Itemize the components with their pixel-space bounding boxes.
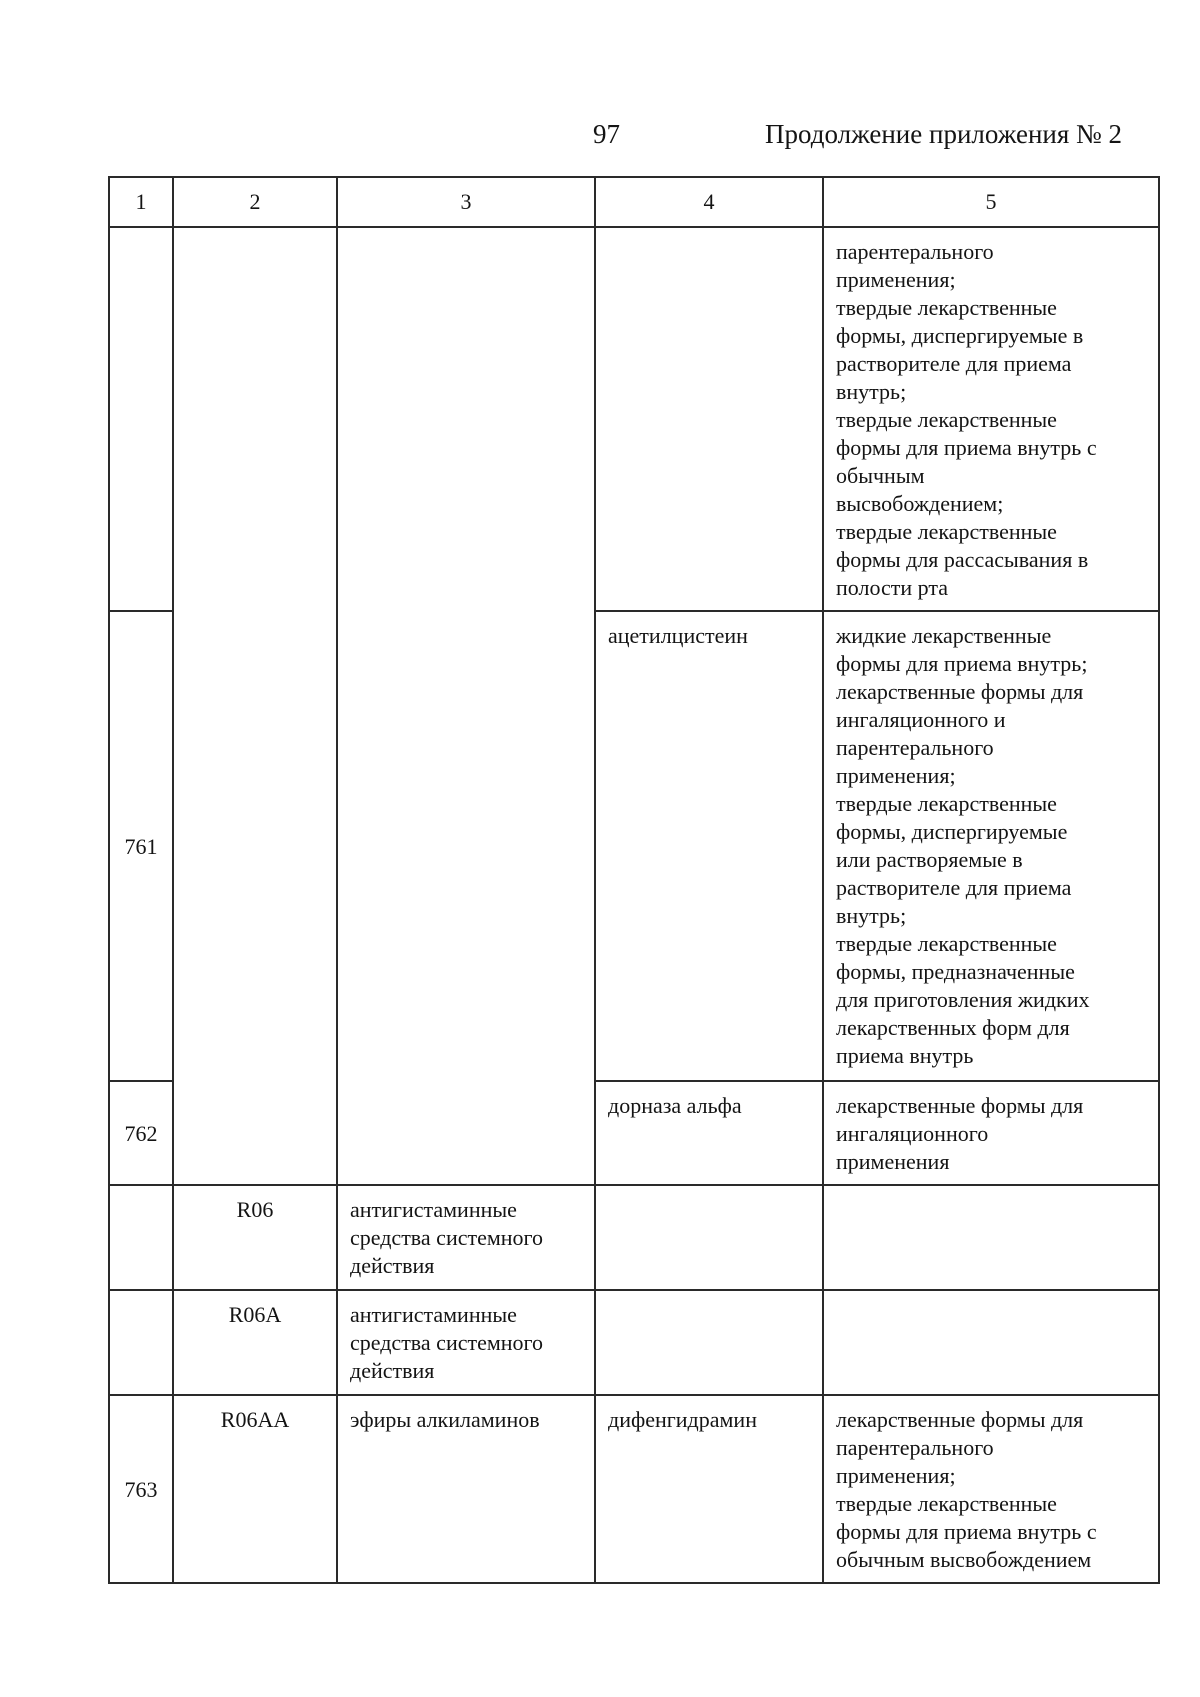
drug-name-cell xyxy=(595,1290,823,1395)
column-header: 4 xyxy=(595,177,823,227)
drug-name-cell: дифенгидрамин xyxy=(595,1395,823,1583)
column-header: 3 xyxy=(337,177,595,227)
group-name-cell xyxy=(337,227,595,1185)
group-name-cell: антигистаминные средства системного действия xyxy=(337,1185,595,1290)
row-number-cell xyxy=(109,227,173,611)
atc-code-cell: R06 xyxy=(173,1185,337,1290)
drug-name-cell xyxy=(595,1185,823,1290)
dosage-form-cell: жидкие лекарственные формы для приема внутрь; лекарственные формы для ингаляционного и парентерального применения; твердые лекарственные формы, диспергируемые или растворяемые в растворителе для приема внутрь; твердые лекарственные формы, предназначенные для приготовления жидких лекарственных форм для приема внутрь xyxy=(823,611,1159,1081)
drug-name-cell: ацетилцистеин xyxy=(595,611,823,1081)
row-number-cell: 762 xyxy=(109,1081,173,1185)
atc-code-cell: R06AA xyxy=(173,1395,337,1583)
drug-name-cell: дорназа альфа xyxy=(595,1081,823,1185)
row-number-cell xyxy=(109,1185,173,1290)
atc-code-cell xyxy=(173,227,337,1185)
row-number-cell: 763 xyxy=(109,1395,173,1583)
drug-name-cell xyxy=(595,227,823,611)
group-name-cell: эфиры алкиламинов xyxy=(337,1395,595,1583)
table-row xyxy=(109,1185,1159,1290)
dosage-form-cell xyxy=(823,1290,1159,1395)
dosage-form-cell: парентерального применения; твердые лекарственные формы, диспергируемые в растворителе для приема внутрь; твердые лекарственные формы для приема внутрь с обычным высвобождением; твердые лекарственные формы для рассасывания в полости рта xyxy=(823,227,1159,611)
column-header: 1 xyxy=(109,177,173,227)
row-number-cell xyxy=(109,1290,173,1395)
row-number-cell: 761 xyxy=(109,611,173,1081)
table-row xyxy=(109,1395,1159,1583)
group-name-cell: антигистаминные средства системного действия xyxy=(337,1290,595,1395)
table-row xyxy=(109,1290,1159,1395)
drug-table xyxy=(108,176,1160,1584)
table-row xyxy=(109,227,1159,611)
column-header: 2 xyxy=(173,177,337,227)
dosage-form-cell xyxy=(823,1185,1159,1290)
dosage-form-cell: лекарственные формы для парентерального применения; твердые лекарственные формы для приема внутрь с обычным высвобождением xyxy=(823,1395,1159,1583)
column-header: 5 xyxy=(823,177,1159,227)
page-number: 97 xyxy=(593,119,620,149)
atc-code-cell: R06A xyxy=(173,1290,337,1395)
dosage-form-cell: лекарственные формы для ингаляционного применения xyxy=(823,1081,1159,1185)
table-header-row xyxy=(109,177,1159,227)
page-caption: Продолжение приложения № 2 xyxy=(765,119,1123,149)
